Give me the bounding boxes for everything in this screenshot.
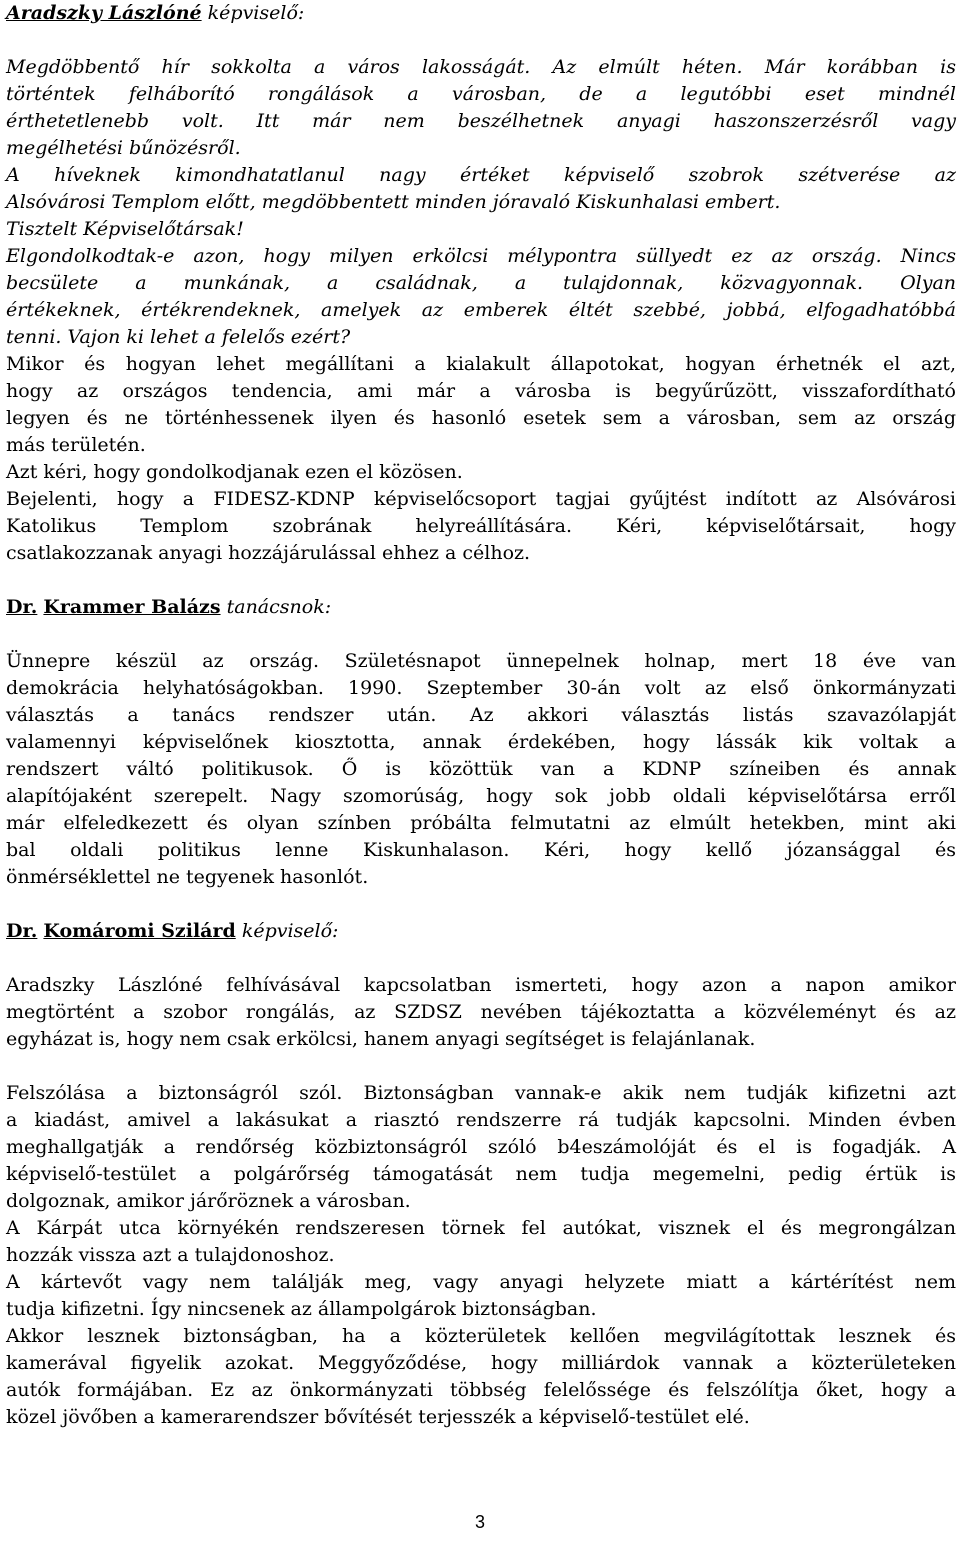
text-line: kamerával figyelik azokat. Meggyőződése, hogy milliárdok vannak a közterületeken [6, 1352, 956, 1374]
text-line: A híveknek kimondhatatlanul nagy értéket képviselő szobrok szétverése az [6, 164, 956, 186]
text-line: érthetetlenebb volt. Itt már nem beszélhetnek anyagi haszonszerzésről vagy [6, 110, 956, 132]
text-line: A Kárpát utca környékén rendszeresen törnek fel autókat, visznek el és megrongálzan [6, 1217, 956, 1239]
speaker-name: Krammer Balázs [43, 596, 221, 618]
text-line [6, 270, 956, 297]
text-fragment: Olyan [900, 272, 957, 294]
speaker-role: tanácsnok: [226, 596, 332, 618]
spacer [6, 567, 956, 594]
speaker-name: Komáromi Szilárd [43, 920, 236, 942]
text-line: képviselő-testület a polgárőrség támogatását nem tudja megemelni, pedig értük is [6, 1163, 956, 1185]
text-fragment: Nincs [900, 245, 956, 267]
speaker-prefix: Dr. [6, 596, 38, 618]
text-line: tenni. Vajon ki lehet a felelős ezért? [6, 326, 351, 348]
text-line: Katolikus Templom szobrának helyreállítására. Kéri, képviselőtársait, hogy [6, 515, 956, 537]
text-line: Azt kéri, hogy gondolkodjanak ezen el közösen. [6, 461, 463, 483]
speech-text [6, 648, 956, 891]
document-page [6, 0, 956, 1431]
text-line: megtörtént a szobor rongálás, az SZDSZ nevében tájékoztatta a közvéleményt és az [6, 1001, 956, 1023]
speech-paragraph [6, 972, 956, 1053]
text-line: önmérséklettel ne tegyenek hasonlót. [6, 866, 369, 888]
text-line: már elfeledkezett és olyan színben próbálta felmutatni az elmúlt hetekben, mint aki [6, 812, 956, 834]
speech-text [6, 54, 956, 567]
text-line: alapítójaként szerepelt. Nagy szomorúság, hogy sok jobb oldali képviselőtársa erről [6, 785, 956, 807]
page-number: 3 [474, 1512, 485, 1532]
text-line: Alsóvárosi Templom előtt, megdöbbentett minden jóravaló Kiskunhalasi embert. [6, 191, 781, 213]
text-line: Aradszky Lászlóné felhívásával kapcsolatban ismerteti, hogy azon a napon amikor [6, 974, 956, 996]
text-line: autók formájában. Ez az önkormányzati többség felelőssége és felszólítja őket, hogy a [6, 1379, 956, 1401]
text-line: választás a tanács rendszer után. Az akkori választás listás szavazólapját [6, 704, 956, 726]
text-line: megélhetési bűnözésről. [6, 137, 241, 159]
text-line: Megdöbbentő hír sokkolta a város lakosságát. Az elmúlt héten. Már korábban is [6, 56, 956, 78]
speaker-role: képviselő: [241, 920, 339, 942]
text-line: Felszólása a biztonságról szól. Biztonságban vannak-e akik nem tudják kifizetni azt [6, 1082, 956, 1104]
text-line: a kiadást, amivel a lakásukat a riasztó rendszerre rá tudják kapcsolni. Minden évben [6, 1109, 956, 1131]
text-line: Ünnepre készül az ország. Születésnapot ünnepelnek holnap, mert 18 éve van [6, 650, 956, 672]
text-line: A kártevőt vagy nem találják meg, vagy anyagi helyzete miatt a kártérítést nem [6, 1271, 956, 1293]
text-line: bal oldali politikus lenne Kiskunhalason. Kéri, hogy kellő józansággal és [6, 839, 956, 861]
text-line: hogy az országos tendencia, ami már a városba is begyűrűzött, visszafordítható [6, 380, 956, 402]
text-line: legyen és ne történhessenek ilyen és hasonló esetek sem a városban, sem az ország [6, 407, 956, 429]
spacer [6, 945, 956, 972]
text-line: közel jövőben a kamerarendszer bővítését terjesszék a képviselő-testület elé. [6, 1406, 750, 1428]
text-line: történtek felháborító rongálások a városban, de a legutóbbi eset mindnél [6, 83, 956, 105]
speech-paragraph [6, 1080, 956, 1431]
text-line: csatlakozzanak anyagi hozzájárulással ehhez a célhoz. [6, 542, 531, 564]
text-fragment: becsülete a munkának, a családnak, a tulajdonnak, közvagyonnak. [6, 272, 864, 294]
speaker-role: képviselő: [207, 2, 305, 24]
speaker-heading [6, 0, 956, 27]
text-line: egyházat is, hogy nem csak erkölcsi, hanem anyagi segítséget is felajánlanak. [6, 1028, 756, 1050]
text-fragment: Elgondolkodtak-e azon, hogy milyen erkölcsi mélypontra süllyedt ez az ország. [6, 245, 882, 267]
text-line: Mikor és hogyan lehet megállítani a kialakult állapotokat, hogyan érhetnék el azt, [6, 353, 956, 375]
spacer [6, 891, 956, 918]
text-line: demokrácia helyhatóságokban. 1990. Szeptember 30-án volt az első önkormányzati [6, 677, 956, 699]
text-line: valamennyi képviselőnek kiosztotta, annak érdekében, hogy lássák kik voltak a [6, 731, 956, 753]
spacer [6, 621, 956, 648]
text-line: Akkor lesznek biztonságban, ha a közterületek kellően megvilágítottak lesznek és [6, 1325, 956, 1347]
text-line: dolgoznak, amikor járőröznek a városban. [6, 1190, 411, 1212]
text-line: Tisztelt Képviselőtársak! [6, 218, 244, 240]
text-line: Bejelenti, hogy a FIDESZ-KDNP képviselőcsoport tagjai gyűjtést indított az Alsóvárosi [6, 488, 956, 510]
speaker-heading [6, 594, 956, 621]
speaker-prefix: Dr. [6, 920, 38, 942]
text-line: tudja kifizetni. Így nincsenek az állampolgárok biztonságban. [6, 1298, 597, 1320]
speaker-heading [6, 918, 956, 945]
text-line: értékeknek, értékrendeknek, amelyek az emberek éltét szebbé, jobbá, elfogadhatóbbá [6, 299, 956, 321]
text-line: rendszert váltó politikusok. Ő is közöttük van a KDNP színeiben és annak [6, 758, 956, 780]
spacer [6, 27, 956, 54]
speaker-name: Aradszky Lászlóné [6, 2, 202, 24]
text-line: más területén. [6, 434, 146, 456]
text-line [6, 243, 956, 270]
text-line: hozzák vissza azt a tulajdonoshoz. [6, 1244, 335, 1266]
spacer [6, 1053, 956, 1080]
text-line: meghallgatják a rendőrség közbiztonságról szóló b4eszámolóját és el is fogadják. A [6, 1136, 956, 1158]
